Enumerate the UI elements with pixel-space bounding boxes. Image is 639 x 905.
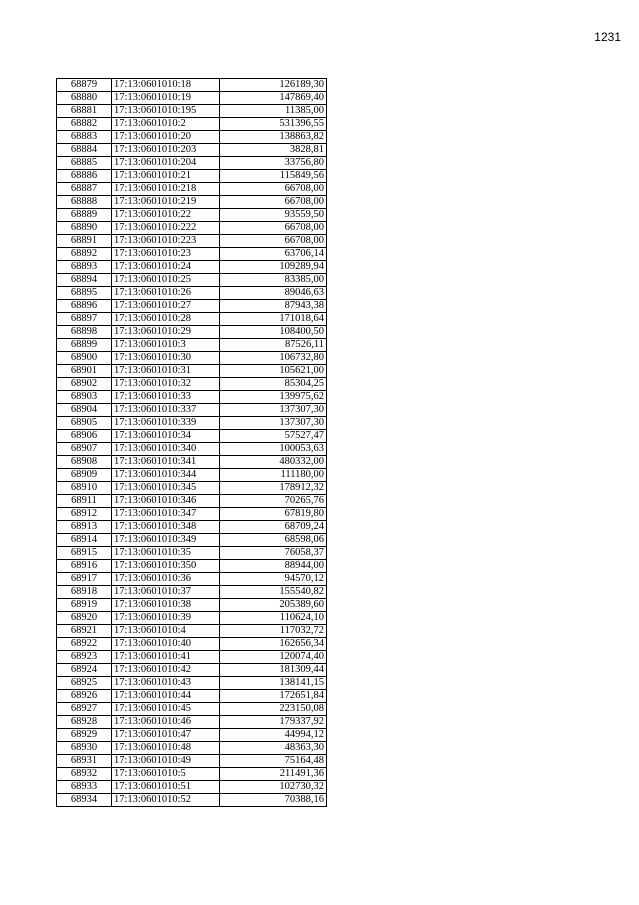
- table-row: [57, 170, 327, 183]
- row-number-cell: 68934: [57, 794, 112, 807]
- value-cell: 110624,10: [220, 612, 327, 625]
- row-number-cell: 68913: [57, 521, 112, 534]
- row-number-cell: 68904: [57, 404, 112, 417]
- cadastral-number-cell: 17:13:0601010:18: [112, 79, 220, 92]
- cadastral-number-cell: 17:13:0601010:52: [112, 794, 220, 807]
- value-cell: 75164,48: [220, 755, 327, 768]
- table-row: [57, 313, 327, 326]
- cadastral-number-cell: 17:13:0601010:29: [112, 326, 220, 339]
- cadastral-number-cell: 17:13:0601010:347: [112, 508, 220, 521]
- row-number-cell: 68883: [57, 131, 112, 144]
- cadastral-number-cell: 17:13:0601010:28: [112, 313, 220, 326]
- table-row: [57, 573, 327, 586]
- cadastral-number-cell: 17:13:0601010:5: [112, 768, 220, 781]
- cadastral-number-cell: 17:13:0601010:345: [112, 482, 220, 495]
- value-cell: 68709,24: [220, 521, 327, 534]
- cadastral-number-cell: 17:13:0601010:22: [112, 209, 220, 222]
- row-number-cell: 68897: [57, 313, 112, 326]
- row-number-cell: 68928: [57, 716, 112, 729]
- cadastral-number-cell: 17:13:0601010:350: [112, 560, 220, 573]
- cadastral-number-cell: 17:13:0601010:51: [112, 781, 220, 794]
- row-number-cell: 68880: [57, 92, 112, 105]
- table-row: [57, 586, 327, 599]
- table-row: [57, 300, 327, 313]
- cadastral-number-cell: 17:13:0601010:44: [112, 690, 220, 703]
- row-number-cell: 68879: [57, 79, 112, 92]
- row-number-cell: 68896: [57, 300, 112, 313]
- row-number-cell: 68908: [57, 456, 112, 469]
- table-row: [57, 703, 327, 716]
- row-number-cell: 68930: [57, 742, 112, 755]
- row-number-cell: 68892: [57, 248, 112, 261]
- table-row: [57, 105, 327, 118]
- table-row: [57, 261, 327, 274]
- table-row: [57, 534, 327, 547]
- cadastral-number-cell: 17:13:0601010:43: [112, 677, 220, 690]
- cadastral-number-cell: 17:13:0601010:37: [112, 586, 220, 599]
- table-row: [57, 625, 327, 638]
- row-number-cell: 68927: [57, 703, 112, 716]
- cadastral-number-cell: 17:13:0601010:45: [112, 703, 220, 716]
- value-cell: 179337,92: [220, 716, 327, 729]
- table-row: [57, 365, 327, 378]
- table-row: [57, 482, 327, 495]
- value-cell: 223150,08: [220, 703, 327, 716]
- value-cell: 172651,84: [220, 690, 327, 703]
- cadastral-number-cell: 17:13:0601010:38: [112, 599, 220, 612]
- value-cell: 171018,64: [220, 313, 327, 326]
- cadastral-number-cell: 17:13:0601010:27: [112, 300, 220, 313]
- row-number-cell: 68916: [57, 560, 112, 573]
- cadastral-number-cell: 17:13:0601010:222: [112, 222, 220, 235]
- table-row: [57, 469, 327, 482]
- table-row: [57, 131, 327, 144]
- value-cell: 178912,32: [220, 482, 327, 495]
- table-row: [57, 742, 327, 755]
- table-row: [57, 651, 327, 664]
- value-cell: 480332,00: [220, 456, 327, 469]
- table-row: [57, 274, 327, 287]
- cadastral-number-cell: 17:13:0601010:48: [112, 742, 220, 755]
- value-cell: 33756,80: [220, 157, 327, 170]
- value-cell: 93559,50: [220, 209, 327, 222]
- value-cell: 105621,00: [220, 365, 327, 378]
- value-cell: 120074,40: [220, 651, 327, 664]
- table-row: [57, 768, 327, 781]
- value-cell: 83385,00: [220, 274, 327, 287]
- value-cell: 138141,15: [220, 677, 327, 690]
- value-cell: 70388,16: [220, 794, 327, 807]
- cadastral-number-cell: 17:13:0601010:42: [112, 664, 220, 677]
- table-row: [57, 209, 327, 222]
- row-number-cell: 68906: [57, 430, 112, 443]
- row-number-cell: 68929: [57, 729, 112, 742]
- table-row: [57, 144, 327, 157]
- cadastral-number-cell: 17:13:0601010:218: [112, 183, 220, 196]
- table-row: [57, 495, 327, 508]
- value-cell: 102730,32: [220, 781, 327, 794]
- row-number-cell: 68895: [57, 287, 112, 300]
- cadastral-number-cell: 17:13:0601010:219: [112, 196, 220, 209]
- table-row: [57, 352, 327, 365]
- value-cell: 87526,11: [220, 339, 327, 352]
- value-cell: 108400,50: [220, 326, 327, 339]
- table-row: [57, 729, 327, 742]
- row-number-cell: 68890: [57, 222, 112, 235]
- cadastral-number-cell: 17:13:0601010:2: [112, 118, 220, 131]
- value-cell: 138863,82: [220, 131, 327, 144]
- cadastral-number-cell: 17:13:0601010:35: [112, 547, 220, 560]
- row-number-cell: 68933: [57, 781, 112, 794]
- cadastral-number-cell: 17:13:0601010:47: [112, 729, 220, 742]
- row-number-cell: 68881: [57, 105, 112, 118]
- cadastral-number-cell: 17:13:0601010:23: [112, 248, 220, 261]
- table-row: [57, 157, 327, 170]
- value-cell: 44994,12: [220, 729, 327, 742]
- cadastral-number-cell: 17:13:0601010:19: [112, 92, 220, 105]
- value-cell: 117032,72: [220, 625, 327, 638]
- cadastral-number-cell: 17:13:0601010:24: [112, 261, 220, 274]
- row-number-cell: 68894: [57, 274, 112, 287]
- table-row: [57, 521, 327, 534]
- value-cell: 48363,30: [220, 742, 327, 755]
- value-cell: 68598,06: [220, 534, 327, 547]
- table-row: [57, 443, 327, 456]
- cadastral-number-cell: 17:13:0601010:49: [112, 755, 220, 768]
- row-number-cell: 68922: [57, 638, 112, 651]
- value-cell: 85304,25: [220, 378, 327, 391]
- value-cell: 66708,00: [220, 222, 327, 235]
- row-number-cell: 68919: [57, 599, 112, 612]
- value-cell: 66708,00: [220, 183, 327, 196]
- value-cell: 57527,47: [220, 430, 327, 443]
- table-row: [57, 560, 327, 573]
- row-number-cell: 68912: [57, 508, 112, 521]
- table-row: [57, 378, 327, 391]
- table-row: [57, 118, 327, 131]
- value-cell: 67819,80: [220, 508, 327, 521]
- value-cell: 137307,30: [220, 404, 327, 417]
- row-number-cell: 68920: [57, 612, 112, 625]
- cadastral-number-cell: 17:13:0601010:26: [112, 287, 220, 300]
- table-row: [57, 638, 327, 651]
- cadastral-number-cell: 17:13:0601010:341: [112, 456, 220, 469]
- row-number-cell: 68884: [57, 144, 112, 157]
- row-number-cell: 68918: [57, 586, 112, 599]
- cadastral-number-cell: 17:13:0601010:40: [112, 638, 220, 651]
- row-number-cell: 68905: [57, 417, 112, 430]
- value-cell: 87943,38: [220, 300, 327, 313]
- value-cell: 147869,40: [220, 92, 327, 105]
- cadastral-number-cell: 17:13:0601010:3: [112, 339, 220, 352]
- table-row: [57, 248, 327, 261]
- value-cell: 181309,44: [220, 664, 327, 677]
- row-number-cell: 68891: [57, 235, 112, 248]
- cadastral-number-cell: 17:13:0601010:195: [112, 105, 220, 118]
- row-number-cell: 68931: [57, 755, 112, 768]
- value-cell: 531396,55: [220, 118, 327, 131]
- cadastral-number-cell: 17:13:0601010:31: [112, 365, 220, 378]
- table-row: [57, 508, 327, 521]
- value-cell: 111180,00: [220, 469, 327, 482]
- row-number-cell: 68924: [57, 664, 112, 677]
- table-row: [57, 391, 327, 404]
- cadastral-number-cell: 17:13:0601010:21: [112, 170, 220, 183]
- table-row: [57, 716, 327, 729]
- cadastral-number-cell: 17:13:0601010:33: [112, 391, 220, 404]
- table-row: [57, 781, 327, 794]
- value-cell: 106732,80: [220, 352, 327, 365]
- table-row: [57, 222, 327, 235]
- value-cell: 3828,81: [220, 144, 327, 157]
- table-row: [57, 183, 327, 196]
- cadastral-number-cell: 17:13:0601010:4: [112, 625, 220, 638]
- value-cell: 66708,00: [220, 196, 327, 209]
- row-number-cell: 68917: [57, 573, 112, 586]
- table-row: [57, 599, 327, 612]
- cadastral-number-cell: 17:13:0601010:34: [112, 430, 220, 443]
- table-row: [57, 755, 327, 768]
- row-number-cell: 68921: [57, 625, 112, 638]
- row-number-cell: 68898: [57, 326, 112, 339]
- cadastral-number-cell: 17:13:0601010:223: [112, 235, 220, 248]
- cadastral-number-cell: 17:13:0601010:348: [112, 521, 220, 534]
- row-number-cell: 68911: [57, 495, 112, 508]
- value-cell: 100053,63: [220, 443, 327, 456]
- table-row: [57, 235, 327, 248]
- row-number-cell: 68886: [57, 170, 112, 183]
- value-cell: 205389,60: [220, 599, 327, 612]
- value-cell: 89046,63: [220, 287, 327, 300]
- row-number-cell: 68926: [57, 690, 112, 703]
- value-cell: 70265,76: [220, 495, 327, 508]
- row-number-cell: 68885: [57, 157, 112, 170]
- table-row: [57, 430, 327, 443]
- cadastral-number-cell: 17:13:0601010:340: [112, 443, 220, 456]
- value-cell: 126189,30: [220, 79, 327, 92]
- cadastral-number-cell: 17:13:0601010:46: [112, 716, 220, 729]
- cadastral-number-cell: 17:13:0601010:337: [112, 404, 220, 417]
- cadastral-number-cell: 17:13:0601010:20: [112, 131, 220, 144]
- table-row: [57, 547, 327, 560]
- row-number-cell: 68925: [57, 677, 112, 690]
- cadastral-number-cell: 17:13:0601010:349: [112, 534, 220, 547]
- table-row: [57, 196, 327, 209]
- value-cell: 155540,82: [220, 586, 327, 599]
- table-row: [57, 456, 327, 469]
- cadastral-number-cell: 17:13:0601010:344: [112, 469, 220, 482]
- row-number-cell: 68887: [57, 183, 112, 196]
- row-number-cell: 68909: [57, 469, 112, 482]
- value-cell: 11385,00: [220, 105, 327, 118]
- row-number-cell: 68910: [57, 482, 112, 495]
- table-body: [57, 79, 327, 807]
- table-row: [57, 404, 327, 417]
- value-cell: 76058,37: [220, 547, 327, 560]
- cadastral-number-cell: 17:13:0601010:203: [112, 144, 220, 157]
- row-number-cell: 68907: [57, 443, 112, 456]
- row-number-cell: 68915: [57, 547, 112, 560]
- table-row: [57, 664, 327, 677]
- value-cell: 137307,30: [220, 417, 327, 430]
- table-row: [57, 326, 327, 339]
- table-row: [57, 677, 327, 690]
- value-cell: 211491,36: [220, 768, 327, 781]
- cadastral-number-cell: 17:13:0601010:32: [112, 378, 220, 391]
- row-number-cell: 68900: [57, 352, 112, 365]
- value-cell: 88944,00: [220, 560, 327, 573]
- row-number-cell: 68893: [57, 261, 112, 274]
- row-number-cell: 68889: [57, 209, 112, 222]
- data-table: [56, 78, 327, 807]
- table-row: [57, 690, 327, 703]
- cadastral-number-cell: 17:13:0601010:36: [112, 573, 220, 586]
- table-row: [57, 287, 327, 300]
- table-row: [57, 92, 327, 105]
- cadastral-number-cell: 17:13:0601010:41: [112, 651, 220, 664]
- row-number-cell: 68882: [57, 118, 112, 131]
- row-number-cell: 68932: [57, 768, 112, 781]
- row-number-cell: 68903: [57, 391, 112, 404]
- table-row: [57, 339, 327, 352]
- row-number-cell: 68899: [57, 339, 112, 352]
- cadastral-number-cell: 17:13:0601010:30: [112, 352, 220, 365]
- value-cell: 139975,62: [220, 391, 327, 404]
- table-row: [57, 794, 327, 807]
- cadastral-number-cell: 17:13:0601010:39: [112, 612, 220, 625]
- cadastral-number-cell: 17:13:0601010:204: [112, 157, 220, 170]
- cadastral-number-cell: 17:13:0601010:25: [112, 274, 220, 287]
- cadastral-number-cell: 17:13:0601010:339: [112, 417, 220, 430]
- table-row: [57, 612, 327, 625]
- value-cell: 94570,12: [220, 573, 327, 586]
- value-cell: 115849,56: [220, 170, 327, 183]
- cadastral-number-cell: 17:13:0601010:346: [112, 495, 220, 508]
- value-cell: 66708,00: [220, 235, 327, 248]
- table-row: [57, 417, 327, 430]
- value-cell: 162656,34: [220, 638, 327, 651]
- value-cell: 63706,14: [220, 248, 327, 261]
- row-number-cell: 68901: [57, 365, 112, 378]
- page-number: 1231: [594, 30, 621, 44]
- row-number-cell: 68914: [57, 534, 112, 547]
- table-row: [57, 79, 327, 92]
- row-number-cell: 68888: [57, 196, 112, 209]
- row-number-cell: 68923: [57, 651, 112, 664]
- value-cell: 109289,94: [220, 261, 327, 274]
- row-number-cell: 68902: [57, 378, 112, 391]
